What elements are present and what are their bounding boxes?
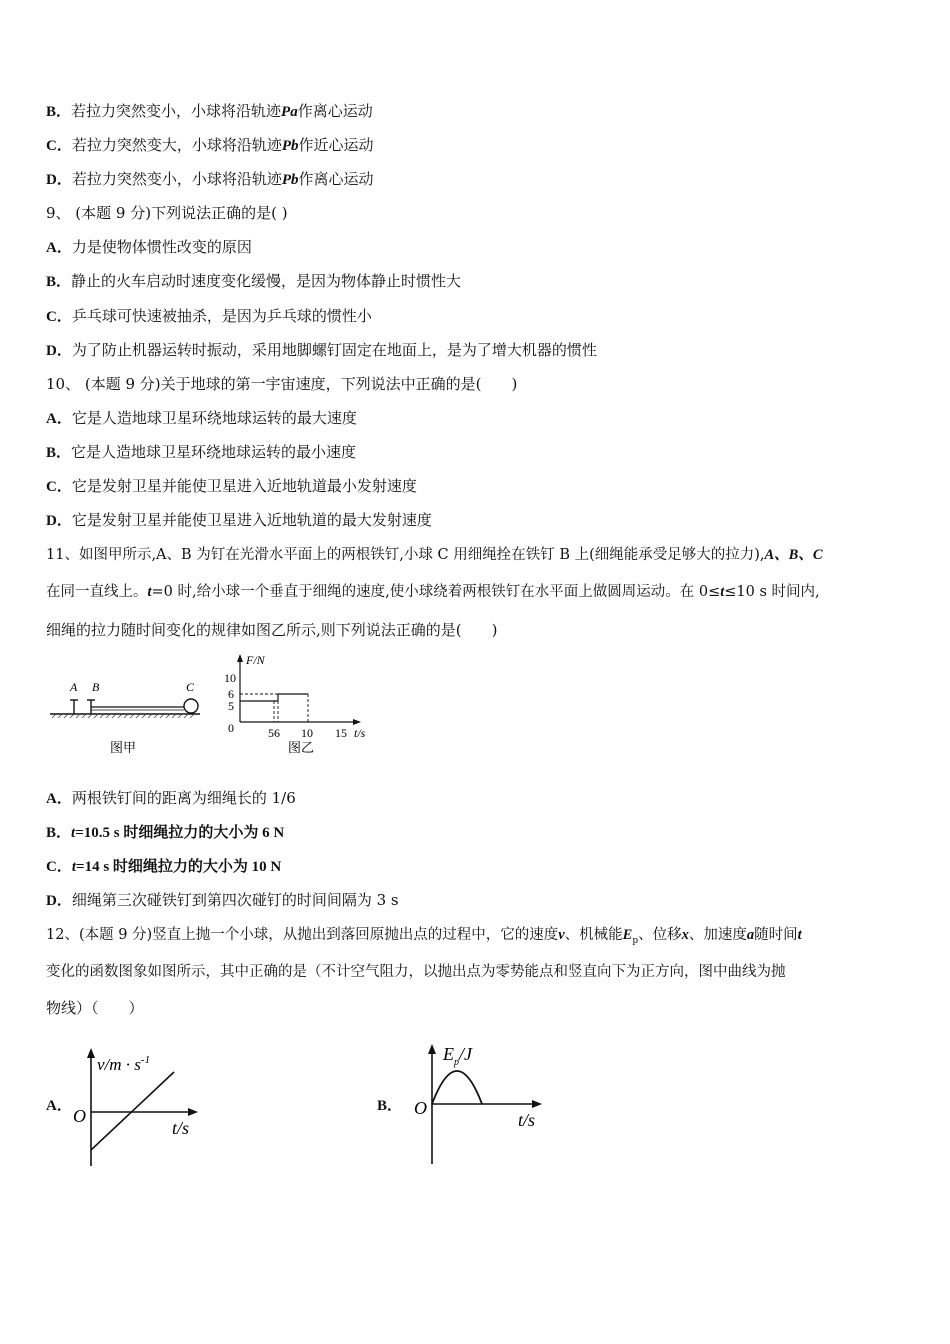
stem-text: =0 时,给小球一个垂直于细绳的速度,使小球绕着两根铁钉在水平面上做圆周运动。在 0≤ xyxy=(151,584,721,600)
caption-yi: 图乙 xyxy=(288,740,315,755)
figure-jia xyxy=(48,672,218,762)
option-label: D． xyxy=(46,172,72,188)
y-tick-10: 10 xyxy=(224,671,236,685)
option-text: 细绳第三次碰铁钉到第四次碰钉的时间间隔为 3 s xyxy=(71,891,399,909)
q10-option-c xyxy=(46,476,417,497)
option-text: 两根铁钉间的距离为细绳长的 1/6 xyxy=(71,789,296,807)
var-x: x xyxy=(681,927,689,943)
y-tick-6: 6 xyxy=(228,687,234,701)
option-text: 若拉力突然变小，小球将沿轨迹 xyxy=(71,102,282,120)
origin-label: 0 xyxy=(228,721,234,735)
option-label: C． xyxy=(46,859,72,875)
q11-option-d xyxy=(46,890,399,911)
stem-text: 、机械能 xyxy=(564,927,623,943)
figure-yi xyxy=(222,650,382,762)
option-text: 若拉力突然变大，小球将沿轨迹 xyxy=(71,136,282,154)
stem-text: 、加速度 xyxy=(688,927,747,943)
y-axis-arrow xyxy=(87,1048,95,1058)
var-t: t xyxy=(797,927,802,943)
point-labels: A、B、C xyxy=(764,547,823,563)
q10-option-a xyxy=(46,408,357,429)
q8-option-b xyxy=(46,101,373,122)
option-text: 若拉力突然变小，小球将沿轨迹 xyxy=(71,170,282,188)
caption-jia: 图甲 xyxy=(110,740,137,755)
q9-stem: 9、 (本题 9 分)下列说法正确的是( ) xyxy=(46,204,288,222)
q11-option-a xyxy=(46,788,296,809)
label-a: A xyxy=(70,680,78,694)
option-label: D． xyxy=(46,343,72,359)
x-axis-arrow xyxy=(188,1108,198,1116)
x-tick-56: 56 xyxy=(268,726,280,740)
q12-option-b-label xyxy=(377,1095,402,1116)
q12-stem-line2: 变化的函数图象如图所示，其中正确的是（不计空气阻力，以抛出点为零势能点和竖直向下为正方向，图中曲线为抛 xyxy=(46,964,786,980)
q11-stem-line1 xyxy=(46,545,823,565)
option-label: D． xyxy=(46,513,72,529)
q11-option-c xyxy=(46,856,281,877)
stem-text: 在同一直线上。 xyxy=(46,584,148,600)
option-label: A． xyxy=(46,791,72,807)
energy-curve xyxy=(432,1071,482,1104)
option-text: 它是人造地球卫星环绕地球运转的最小速度 xyxy=(71,443,357,461)
q9-option-d xyxy=(46,340,597,361)
time-variable: t xyxy=(720,584,725,600)
q11-option-b xyxy=(46,822,284,843)
stem-text: 随时间 xyxy=(754,927,798,943)
stem-text: 、位移 xyxy=(638,927,682,943)
option-text: 它是人造地球卫星环绕地球运转的最大速度 xyxy=(71,409,357,427)
option-text-end: 作近心运动 xyxy=(298,136,374,154)
x-axis-label: t/s xyxy=(518,1110,536,1130)
var-a: a xyxy=(746,927,755,943)
option-label: C． xyxy=(46,309,72,325)
time-variable: t xyxy=(71,859,77,875)
var-e: E xyxy=(622,927,633,943)
y-axis-label: $v/m \cdot s^{-1}$ xyxy=(97,1054,151,1074)
option-text: 静止的火车启动时速度变化缓慢，是因为物体静止时惯性大 xyxy=(71,272,462,290)
option-label: C． xyxy=(46,479,72,495)
q12-option-a-graph xyxy=(70,1040,220,1170)
path-name: Pb xyxy=(281,138,299,154)
option-text-end: 作离心运动 xyxy=(298,170,374,188)
q10-option-d xyxy=(46,510,432,531)
nail-a xyxy=(70,700,78,714)
q12-stem-line3: 物线）（ ） xyxy=(46,999,144,1017)
option-label: B． xyxy=(46,274,72,290)
option-label: C． xyxy=(46,138,72,154)
stem-text: 12、(本题 9 分)竖直上抛一个小球，从抛出到落回原抛出点的过程中，它的速度 xyxy=(46,927,559,943)
option-text: 力是使物体惯性改变的原因 xyxy=(71,238,252,256)
q9-option-b xyxy=(46,271,461,292)
option-label: A． xyxy=(46,240,72,256)
origin-label: O xyxy=(414,1098,427,1118)
q8-option-c xyxy=(46,135,374,156)
option-text: 它是发射卫星并能使卫星进入近地轨道的最大发射速度 xyxy=(71,511,432,529)
option-text: 它是发射卫星并能使卫星进入近地轨道最小发射速度 xyxy=(71,477,417,495)
q12-stem-line1 xyxy=(46,925,802,951)
time-variable: t xyxy=(71,825,76,841)
q8-option-d xyxy=(46,169,374,190)
q12-option-b-graph xyxy=(410,1034,560,1170)
option-label: D． xyxy=(46,893,72,909)
option-label: B． xyxy=(377,1098,403,1114)
q11-stem-line3: 细绳的拉力随时间变化的规律如图乙所示,则下列说法正确的是( ) xyxy=(46,621,498,639)
option-text: =14 s 时细绳拉力的大小为 10 N xyxy=(76,859,282,875)
option-label: A． xyxy=(46,411,72,427)
path-name: Pb xyxy=(281,172,299,188)
y-axis-arrow xyxy=(237,654,243,662)
label-b: B xyxy=(92,680,100,694)
path-name: Pa xyxy=(281,104,298,120)
q11-stem-line2 xyxy=(46,582,820,602)
x-tick-15: 15 xyxy=(335,726,347,740)
y-axis-label: F/N xyxy=(246,653,265,667)
q12-option-a-label xyxy=(46,1095,72,1116)
time-variable: t xyxy=(147,584,152,600)
q9-option-c xyxy=(46,306,372,327)
option-label: B． xyxy=(46,445,72,461)
option-text: =10.5 s 时细绳拉力的大小为 6 N xyxy=(75,825,285,841)
y-axis-label: $E_p/J$ xyxy=(443,1044,472,1068)
option-label: B． xyxy=(46,104,72,120)
var-e-sub: p xyxy=(632,935,639,946)
var-v: v xyxy=(558,927,565,943)
y-tick-5: 5 xyxy=(228,699,234,713)
option-text-end: 作离心运动 xyxy=(297,102,373,120)
q10-option-b xyxy=(46,442,356,463)
option-label: B． xyxy=(46,825,72,841)
x-axis-label: t/s xyxy=(354,726,366,740)
x-axis-arrow xyxy=(353,719,361,725)
option-text: 乒乓球可快速被抽杀，是因为乒乓球的惯性小 xyxy=(71,307,372,325)
option-label: A． xyxy=(46,1098,72,1114)
x-axis-label: t/s xyxy=(172,1118,190,1138)
y-axis-arrow xyxy=(428,1044,436,1054)
origin-label: O xyxy=(73,1106,86,1126)
velocity-line xyxy=(91,1072,174,1150)
ball-c xyxy=(184,699,198,713)
label-c: C xyxy=(186,680,195,694)
q10-stem: 10、 (本题 9 分)关于地球的第一宇宙速度，下列说法中正确的是( ) xyxy=(46,375,518,393)
q9-option-a xyxy=(46,237,252,258)
stem-text: ≤10 s 时间内, xyxy=(724,584,820,600)
x-axis-arrow xyxy=(532,1100,542,1108)
x-tick-10: 10 xyxy=(301,726,313,740)
option-text: 为了防止机器运转时振动，采用地脚螺钉固定在地面上，是为了增大机器的惯性 xyxy=(71,341,597,359)
stem-text: 11、如图甲所示,A、B 为钉在光滑水平面上的两根铁钉,小球 C 用细绳拴在铁钉 B 上(细绳能承受足够大的拉力), xyxy=(46,547,765,563)
